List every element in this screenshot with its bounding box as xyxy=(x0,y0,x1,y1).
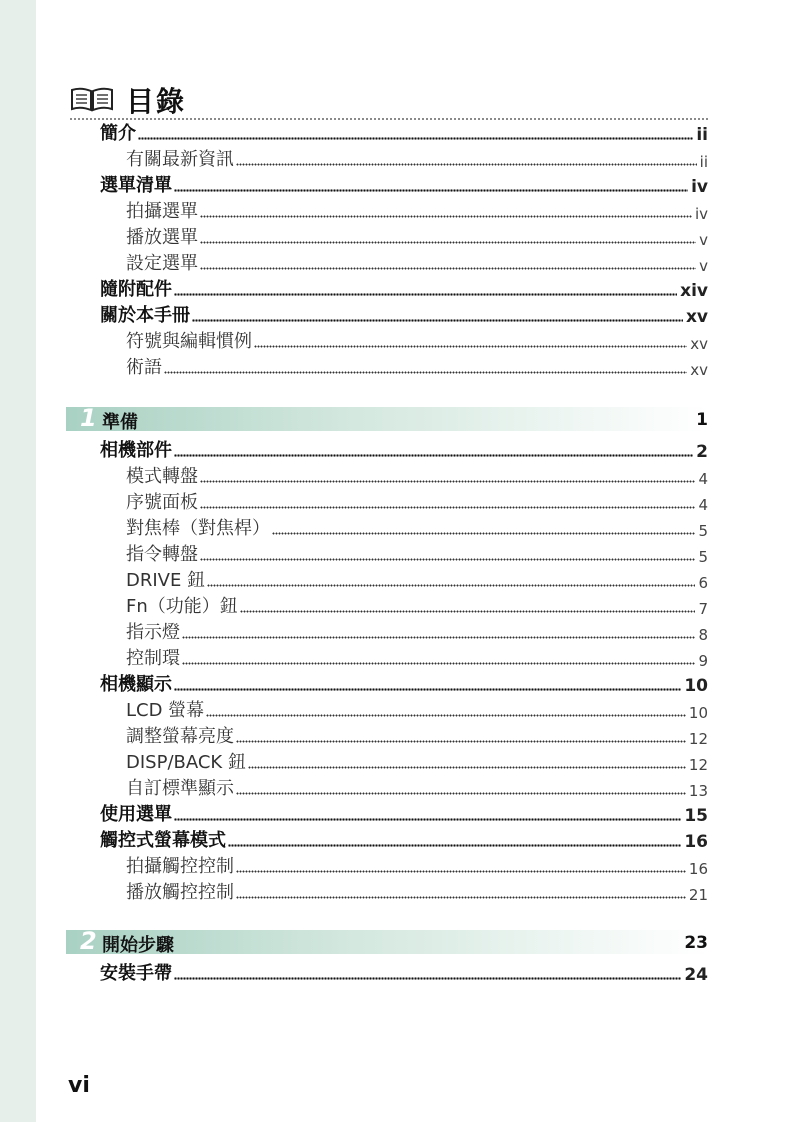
toc-entry-page: 6 xyxy=(698,574,708,592)
leader-dots xyxy=(200,264,696,270)
toc-entry[interactable] xyxy=(126,696,708,722)
toc-entry-page: 7 xyxy=(698,600,708,618)
toc-header xyxy=(70,80,708,120)
toc-entry-page: 21 xyxy=(688,886,708,904)
toc-entry-page: 8 xyxy=(698,626,708,644)
toc-entry-page: 4 xyxy=(698,470,708,488)
toc-entry-page: 5 xyxy=(698,548,708,566)
toc-entry-page: xv xyxy=(685,307,708,327)
toc-entry[interactable] xyxy=(100,275,708,301)
leader-dots xyxy=(207,581,695,587)
toc-entry-page: 9 xyxy=(698,652,708,670)
toc-entry[interactable] xyxy=(100,171,708,197)
leader-dots xyxy=(206,711,686,717)
leader-dots xyxy=(228,841,681,847)
chapter-title: 準備 xyxy=(102,412,138,433)
toc-entry-label: DRIVE 鈕 xyxy=(126,570,206,591)
chapter-heading[interactable] xyxy=(66,927,708,956)
leader-dots xyxy=(182,659,695,665)
toc-entry[interactable] xyxy=(126,540,708,566)
toc-entry-label: 指令轉盤 xyxy=(126,544,198,565)
toc-entry[interactable] xyxy=(126,327,708,353)
toc-entry-label: DISP/BACK 鈕 xyxy=(126,752,246,773)
toc-entry[interactable] xyxy=(126,878,708,904)
leader-dots xyxy=(192,316,683,322)
toc-entry[interactable] xyxy=(100,826,708,852)
toc-entry[interactable] xyxy=(126,353,708,379)
toc-entry-label: 相機部件 xyxy=(100,440,172,461)
toc-entry-label: 調整螢幕亮度 xyxy=(126,726,234,747)
toc-entry-page: 15 xyxy=(684,806,708,826)
toc-entry-label: 觸控式螢幕模式 xyxy=(100,830,226,851)
toc-entry[interactable] xyxy=(126,722,708,748)
toc-entry-label: 控制環 xyxy=(126,648,180,669)
toc-entry-label: 拍攝觸控控制 xyxy=(126,856,234,877)
toc-entry[interactable] xyxy=(126,852,708,878)
toc-entry[interactable] xyxy=(126,748,708,774)
chapter-number: 1 xyxy=(80,404,97,432)
chapter-page: 23 xyxy=(684,933,708,953)
leader-dots xyxy=(200,555,695,561)
toc-entry-page: 12 xyxy=(688,730,708,748)
leader-dots xyxy=(248,763,686,769)
chapter-page: 1 xyxy=(696,410,708,430)
toc-entry-label: 相機顯示 xyxy=(100,674,172,695)
toc-entry[interactable] xyxy=(126,592,708,618)
open-book-icon xyxy=(70,86,114,112)
toc-entry-label: LCD 螢幕 xyxy=(126,700,205,721)
leader-dots xyxy=(236,160,697,166)
toc-entry-page: xv xyxy=(690,361,708,379)
toc-entry-label: 選單清單 xyxy=(100,175,172,196)
toc-entry-label: 安裝手帶 xyxy=(100,963,172,984)
toc-entry-page: iv xyxy=(691,177,708,197)
toc-entry[interactable] xyxy=(126,145,708,171)
toc-entry-page: xv xyxy=(690,335,708,353)
toc-entry-label: 使用選單 xyxy=(100,804,172,825)
toc-entry[interactable] xyxy=(126,488,708,514)
side-margin-band xyxy=(0,0,36,1122)
toc-entry-page: 2 xyxy=(696,442,708,462)
toc-entry[interactable] xyxy=(126,514,708,540)
leader-dots xyxy=(200,238,696,244)
toc-entry-page: v xyxy=(699,257,708,275)
leader-dots xyxy=(236,737,686,743)
toc-entry[interactable] xyxy=(126,618,708,644)
leader-dots xyxy=(138,134,693,140)
leader-dots xyxy=(174,186,688,192)
leader-dots xyxy=(200,477,695,483)
toc-entry-page: 24 xyxy=(684,965,708,985)
toc-entry-label: 術語 xyxy=(126,357,162,378)
toc-entry-label: 符號與編輯慣例 xyxy=(126,331,252,352)
leader-dots xyxy=(174,815,681,821)
chapter-title: 開始步驟 xyxy=(102,935,174,956)
toc-entry-page: iv xyxy=(694,205,708,223)
toc-entry[interactable] xyxy=(100,670,708,696)
toc-entry-page: ii xyxy=(699,153,708,171)
toc-entry-label: 有關最新資訊 xyxy=(126,149,234,170)
toc-entry[interactable] xyxy=(126,223,708,249)
leader-dots xyxy=(182,633,695,639)
leader-dots xyxy=(174,451,693,457)
toc-entry-page: v xyxy=(699,231,708,249)
leader-dots xyxy=(200,212,692,218)
leader-dots xyxy=(272,529,695,535)
leader-dots xyxy=(236,893,686,899)
leader-dots xyxy=(174,290,677,296)
toc-entry-label: 播放選單 xyxy=(126,227,198,248)
leader-dots xyxy=(236,789,686,795)
toc-entry-label: 設定選單 xyxy=(126,253,198,274)
toc-entry[interactable] xyxy=(126,644,708,670)
toc-entry-label: 指示燈 xyxy=(126,622,180,643)
toc-entry-label: 隨附配件 xyxy=(100,279,172,300)
toc-entry-page: 10 xyxy=(684,676,708,696)
toc-entry-label: 序號面板 xyxy=(126,492,198,513)
toc-entry[interactable] xyxy=(126,462,708,488)
toc-entry[interactable] xyxy=(100,959,708,985)
toc-entry-label: 自訂標準顯示 xyxy=(126,778,234,799)
toc-entry[interactable] xyxy=(126,774,708,800)
toc-entry-label: 簡介 xyxy=(100,123,136,144)
chapter-heading[interactable] xyxy=(66,404,708,433)
leader-dots xyxy=(200,503,695,509)
leader-dots xyxy=(164,368,687,374)
page-title: 目錄 xyxy=(126,85,187,118)
chapter-number: 2 xyxy=(80,927,97,955)
leader-dots xyxy=(174,685,681,691)
toc-entry-page: 4 xyxy=(698,496,708,514)
toc-entry-page: 13 xyxy=(688,782,708,800)
toc-entry[interactable] xyxy=(100,301,708,327)
toc-entry[interactable] xyxy=(126,197,708,223)
leader-dots xyxy=(236,867,686,873)
toc-entry-page: 5 xyxy=(698,522,708,540)
toc-entry-label: 拍攝選單 xyxy=(126,201,198,222)
leader-dots xyxy=(174,974,681,980)
toc-entry[interactable] xyxy=(100,800,708,826)
page-number: vi xyxy=(68,1073,90,1098)
toc-entry-page: 12 xyxy=(688,756,708,774)
toc-entry-page: ii xyxy=(696,125,708,145)
toc-entry-page: 10 xyxy=(688,704,708,722)
toc-entry-label: 關於本手冊 xyxy=(100,305,190,326)
toc-entry[interactable] xyxy=(126,566,708,592)
leader-dots xyxy=(254,342,687,348)
toc-entry-page: 16 xyxy=(684,832,708,852)
toc-entry[interactable] xyxy=(100,436,708,462)
toc-entry[interactable] xyxy=(100,119,708,145)
toc-entry-page: xiv xyxy=(680,281,708,301)
toc-entry-label: 播放觸控控制 xyxy=(126,882,234,903)
toc-entry-label: 對焦棒（對焦桿） xyxy=(126,518,270,539)
toc-entry[interactable] xyxy=(126,249,708,275)
toc-entry-label: 模式轉盤 xyxy=(126,466,198,487)
toc-entry-page: 16 xyxy=(688,860,708,878)
leader-dots xyxy=(240,607,696,613)
toc-entry-label: Fn（功能）鈕 xyxy=(126,596,238,617)
